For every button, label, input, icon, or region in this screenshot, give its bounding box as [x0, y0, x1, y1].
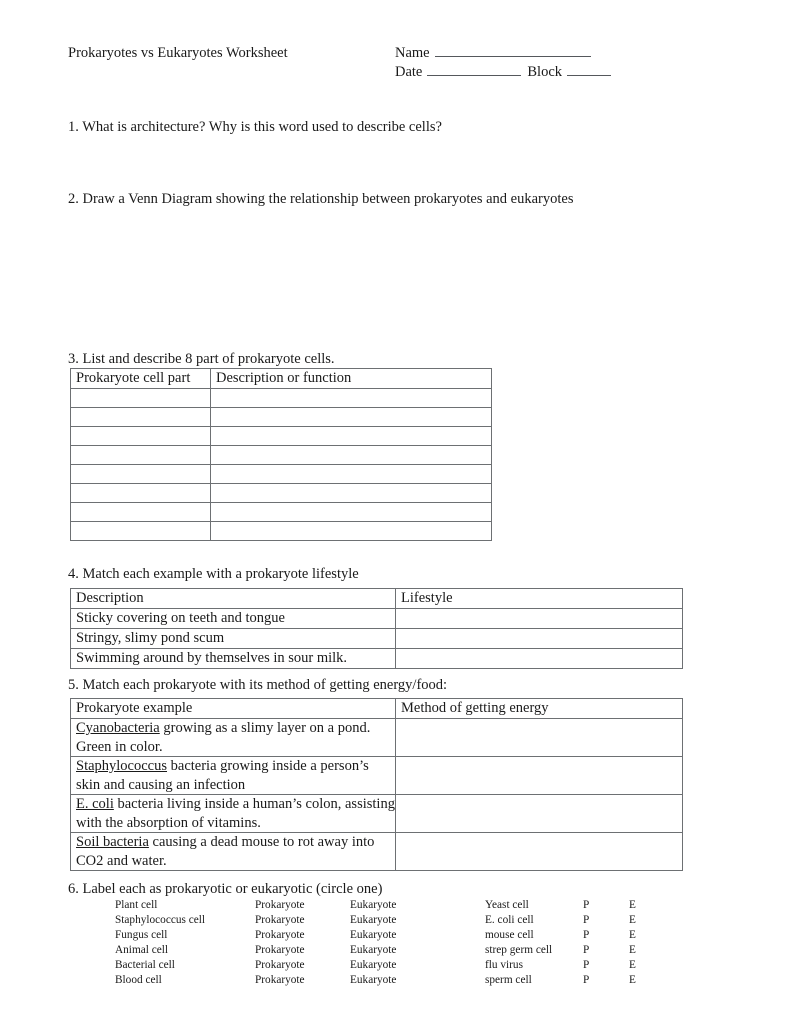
- right-item-label: E. coli cell: [485, 914, 534, 926]
- cell-part-answer-cell[interactable]: [71, 465, 211, 484]
- table-row: [71, 389, 492, 408]
- cell-part-answer-cell[interactable]: [71, 427, 211, 446]
- cell-part-answer-cell[interactable]: [71, 503, 211, 522]
- right-prokaryote-option[interactable]: P: [583, 959, 590, 971]
- column-header-description: Description or function: [211, 369, 492, 389]
- left-eukaryote-option[interactable]: Eukaryote: [350, 899, 397, 911]
- question-5-text: 5. Match each prokaryote with its method of getting energy/food:: [68, 677, 448, 693]
- left-eukaryote-option[interactable]: Eukaryote: [350, 914, 397, 926]
- table-row: [71, 795, 683, 833]
- prokaryote-example-cell: [71, 833, 396, 871]
- column-header-cell-part: Prokaryote cell part: [71, 369, 211, 389]
- column-header-prokaryote-example: Prokaryote example: [71, 699, 396, 719]
- right-prokaryote-option[interactable]: P: [583, 914, 590, 926]
- list-item: [115, 958, 695, 973]
- right-eukaryote-option[interactable]: E: [629, 899, 636, 911]
- left-prokaryote-option[interactable]: Prokaryote: [255, 974, 305, 986]
- name-label: Name: [395, 45, 430, 61]
- table-row: [71, 446, 492, 465]
- left-item-label: Bacterial cell: [115, 959, 175, 971]
- organism-name: Cyanobacteria: [76, 720, 160, 736]
- right-item-label: sperm cell: [485, 974, 532, 986]
- cell-part-answer-cell[interactable]: [71, 446, 211, 465]
- cell-part-answer-cell[interactable]: [71, 408, 211, 427]
- left-prokaryote-option[interactable]: Prokaryote: [255, 914, 305, 926]
- table-row: [71, 427, 492, 446]
- table-row: [71, 503, 492, 522]
- description-answer-cell[interactable]: [211, 408, 492, 427]
- table-row: [71, 609, 683, 629]
- description-answer-cell[interactable]: [211, 389, 492, 408]
- description-answer-cell[interactable]: [211, 522, 492, 541]
- date-input-line[interactable]: [427, 63, 521, 76]
- left-eukaryote-option[interactable]: Eukaryote: [350, 974, 397, 986]
- right-eukaryote-option[interactable]: E: [629, 944, 636, 956]
- left-prokaryote-option[interactable]: Prokaryote: [255, 944, 305, 956]
- prokaryote-example-cell: [71, 719, 396, 757]
- description-answer-cell[interactable]: [211, 427, 492, 446]
- prokaryote-example-cell: [71, 795, 396, 833]
- cell-part-answer-cell[interactable]: [71, 389, 211, 408]
- lifestyle-matching-table: [70, 588, 683, 669]
- organism-description: growing as a slimy layer on a pond. Green in color.: [76, 720, 371, 755]
- date-block-field-group: [395, 63, 611, 81]
- circle-one-list: [115, 898, 695, 988]
- table-row: [71, 465, 492, 484]
- right-prokaryote-option[interactable]: P: [583, 899, 590, 911]
- table-row: [71, 833, 683, 871]
- table-header-row: [71, 699, 683, 719]
- left-eukaryote-option[interactable]: Eukaryote: [350, 929, 397, 941]
- left-prokaryote-option[interactable]: Prokaryote: [255, 959, 305, 971]
- right-prokaryote-option[interactable]: P: [583, 929, 590, 941]
- left-item-label: Plant cell: [115, 899, 158, 911]
- list-item: [115, 973, 695, 988]
- cell-part-answer-cell[interactable]: [71, 522, 211, 541]
- organism-description: bacteria growing inside a person’s skin and causing an infection: [76, 758, 369, 793]
- organism-name: Soil bacteria: [76, 834, 149, 850]
- description-cell: Stringy, slimy pond scum: [71, 629, 396, 649]
- left-item-label: Animal cell: [115, 944, 169, 956]
- block-input-line[interactable]: [567, 63, 611, 76]
- list-item: [115, 898, 695, 913]
- energy-method-answer-cell[interactable]: [396, 719, 683, 757]
- right-item-label: Yeast cell: [485, 899, 529, 911]
- organism-name: Staphylococcus: [76, 758, 168, 774]
- question-1-text: 1. What is architecture? Why is this word used to describe cells?: [68, 119, 442, 135]
- table-row: [71, 408, 492, 427]
- list-item: [115, 913, 695, 928]
- energy-method-answer-cell[interactable]: [396, 757, 683, 795]
- right-eukaryote-option[interactable]: E: [629, 959, 636, 971]
- prokaryote-example-cell: [71, 757, 396, 795]
- description-cell: Swimming around by themselves in sour milk.: [71, 649, 396, 669]
- date-label: Date: [395, 64, 423, 80]
- question-4-text: 4. Match each example with a prokaryote lifestyle: [68, 566, 359, 582]
- energy-method-answer-cell[interactable]: [396, 833, 683, 871]
- worksheet-header: [68, 44, 708, 90]
- column-header-description: Description: [71, 589, 396, 609]
- description-answer-cell[interactable]: [211, 503, 492, 522]
- block-label: Block: [527, 64, 563, 80]
- question-3-text: 3. List and describe 8 part of prokaryote cells.: [68, 351, 335, 367]
- page-title: Prokaryotes vs Eukaryotes Worksheet: [68, 45, 288, 61]
- energy-method-answer-cell[interactable]: [396, 795, 683, 833]
- table-row: [71, 649, 683, 669]
- list-item: [115, 943, 695, 958]
- right-eukaryote-option[interactable]: E: [629, 914, 636, 926]
- table-row: [71, 484, 492, 503]
- table-row: [71, 757, 683, 795]
- right-prokaryote-option[interactable]: P: [583, 944, 590, 956]
- right-item-label: flu virus: [485, 959, 523, 971]
- organism-description: causing a dead mouse to rot away into CO2 and water.: [76, 834, 375, 869]
- question-6-text: 6. Label each as prokaryotic or eukaryotic (circle one): [68, 881, 383, 897]
- cell-part-answer-cell[interactable]: [71, 484, 211, 503]
- lifestyle-answer-cell[interactable]: [396, 609, 683, 629]
- description-answer-cell[interactable]: [211, 465, 492, 484]
- table-row: [71, 719, 683, 757]
- right-eukaryote-option[interactable]: E: [629, 929, 636, 941]
- column-header-method: Method of getting energy: [396, 699, 683, 719]
- question-2-text: 2. Draw a Venn Diagram showing the relationship between prokaryotes and eukaryotes: [68, 191, 574, 207]
- table-row: [71, 522, 492, 541]
- organism-name: E. coli: [76, 796, 114, 812]
- left-eukaryote-option[interactable]: Eukaryote: [350, 959, 397, 971]
- table-row: [71, 629, 683, 649]
- organism-description: bacteria living inside a human’s colon, assisting with the absorption of vitamins.: [76, 796, 395, 831]
- name-field-group: [395, 44, 591, 62]
- table-header-row: [71, 589, 683, 609]
- description-answer-cell[interactable]: [211, 484, 492, 503]
- table-header-row: [71, 369, 492, 389]
- left-eukaryote-option[interactable]: Eukaryote: [350, 944, 397, 956]
- right-eukaryote-option[interactable]: E: [629, 974, 636, 986]
- left-prokaryote-option[interactable]: Prokaryote: [255, 929, 305, 941]
- left-item-label: Staphylococcus cell: [115, 914, 206, 926]
- name-input-line[interactable]: [435, 44, 591, 57]
- list-item: [115, 928, 695, 943]
- left-item-label: Blood cell: [115, 974, 162, 986]
- right-item-label: mouse cell: [485, 929, 534, 941]
- left-item-label: Fungus cell: [115, 929, 168, 941]
- description-answer-cell[interactable]: [211, 446, 492, 465]
- description-cell: Sticky covering on teeth and tongue: [71, 609, 396, 629]
- energy-method-matching-table: [70, 698, 683, 871]
- left-prokaryote-option[interactable]: Prokaryote: [255, 899, 305, 911]
- lifestyle-answer-cell[interactable]: [396, 629, 683, 649]
- column-header-lifestyle: Lifestyle: [396, 589, 683, 609]
- prokaryote-cell-parts-table: [70, 368, 492, 541]
- right-item-label: strep germ cell: [485, 944, 553, 956]
- lifestyle-answer-cell[interactable]: [396, 649, 683, 669]
- right-prokaryote-option[interactable]: P: [583, 974, 590, 986]
